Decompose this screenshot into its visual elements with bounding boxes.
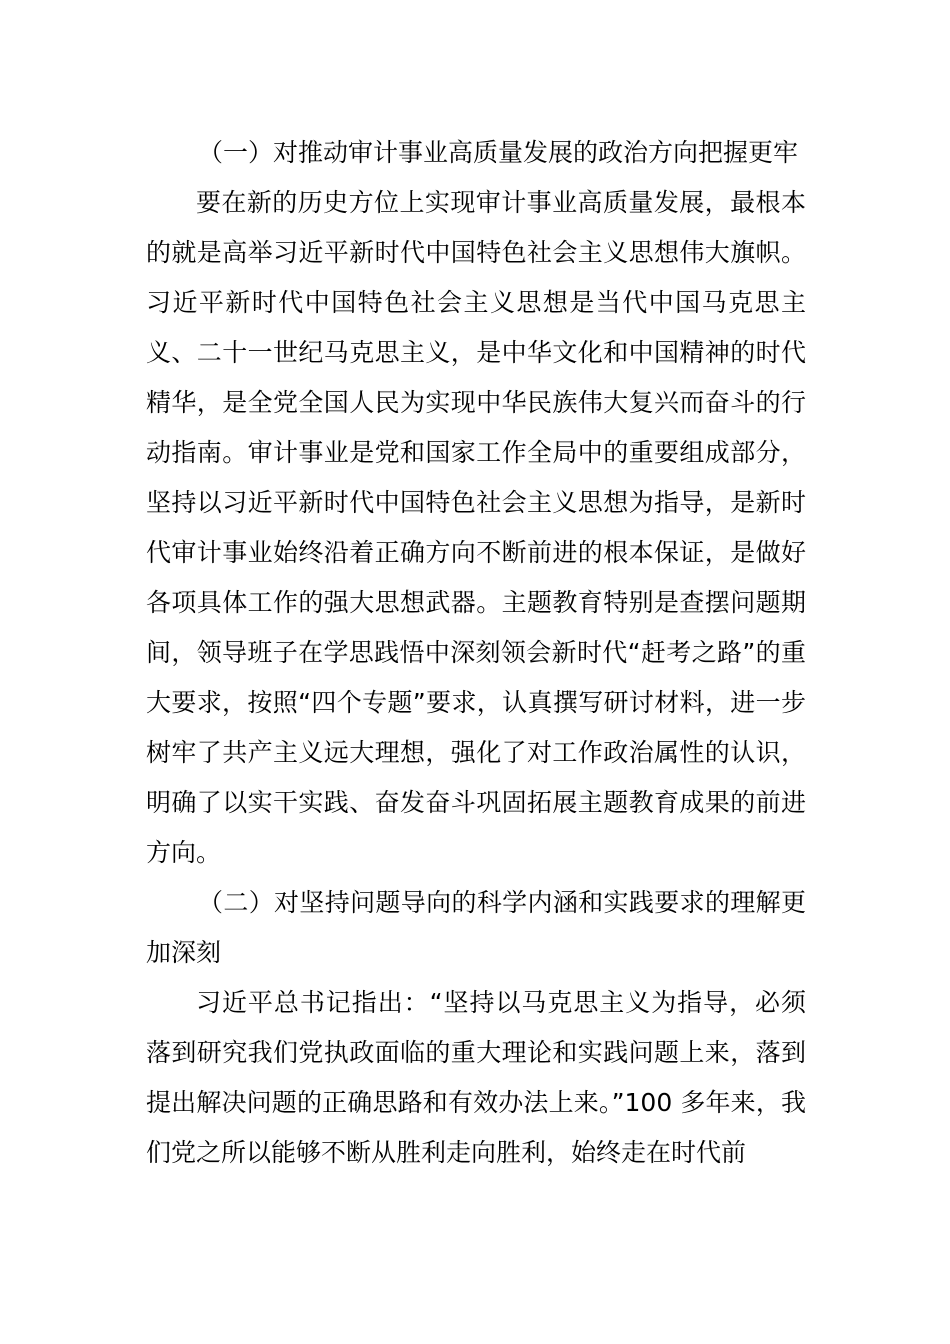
section-heading-1: （一）对推动审计事业高质量发展的政治方向把握更牢 — [198, 138, 799, 167]
section-heading-2: （二）对坚持问题导向的科学内涵和实践要求的理解更加深刻 — [146, 888, 806, 967]
section-paragraph-1: 要在新的历史方位上实现审计事业高质量发展，最根本的就是高举习近平新时代中国特色社会主义思想伟大旗帜。习近平新时代中国特色社会主义思想是当代中国马克思主义、二十一世纪马克思主义，是中华文化和中国精神的时代精华，是全党全国人民为实现中华民族伟大复兴而奋斗的行动指南。审计事业是党和国家工作全局中的重要组成部分，坚持以习近平新时代中国特色社会主义思想为指导，是新时代审计事业始终沿着正确方向不断前进的根本保证，是做好各项具体工作的强大思想武器。主题教育特别是查摆问题期间，领导班子在学思践悟中深刻领会新时代“赶考之路”的重大要求，按照“四个专题”要求，认真撰写研讨材料，进一步树牢了共产主义远大理想，强化了对工作政治属性的认识，明确了以实干实践、奋发奋斗巩固拓展主题教育成果的前进方向。 — [146, 188, 806, 867]
section-paragraph-2: 习近平总书记指出：“坚持以马克思主义为指导，必须落到研究我们党执政面临的重大理论和实践问题上来，落到提出解决问题的正确思路和有效办法上来。”100 多年来，我们党之所以能够不断从胜利走向胜利，始终走在时代前 — [146, 988, 806, 1167]
document-page — [146, 128, 806, 1178]
